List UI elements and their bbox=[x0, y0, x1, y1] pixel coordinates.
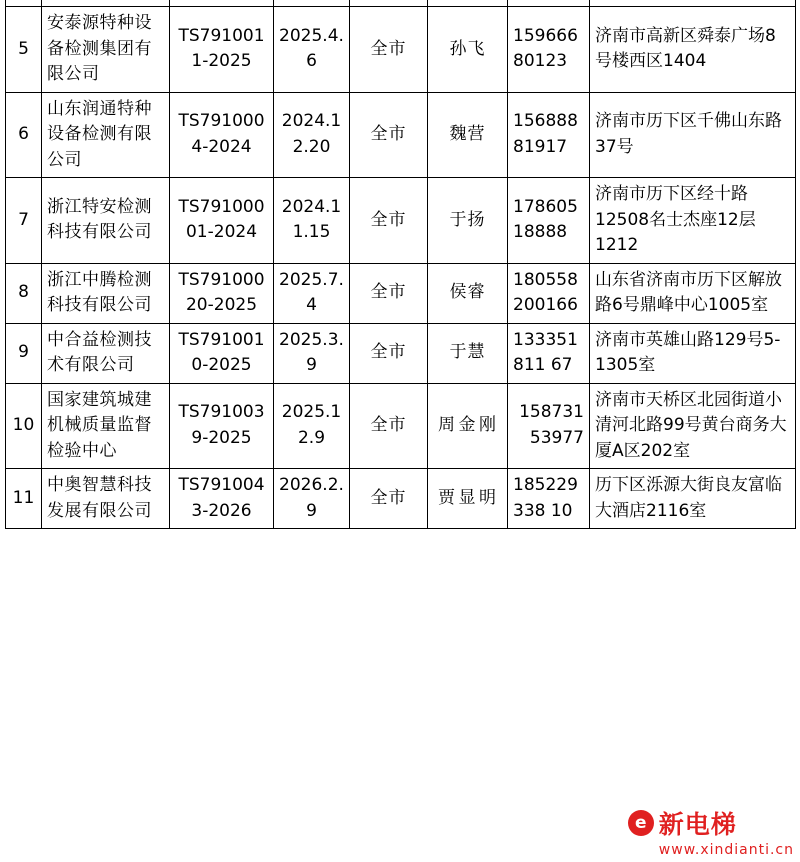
table-row bbox=[6, 383, 796, 469]
cell-index: 7 bbox=[6, 178, 42, 264]
cell-certificate-number: TS7910043-2026 bbox=[170, 469, 274, 529]
cell-issue-date: 2025.12.9 bbox=[274, 383, 350, 469]
table-row bbox=[6, 7, 796, 93]
cell-index: 10 bbox=[6, 383, 42, 469]
cell-address: 济南市英雄山路129号5-1305室 bbox=[590, 323, 796, 383]
cell-phone: 185229338 10 bbox=[508, 469, 590, 529]
cell-certificate-number: TS791000 20-2025 bbox=[170, 263, 274, 323]
cell-area: 全市 bbox=[350, 178, 428, 264]
cell-address: 济南市天桥区北园街道小清河北路99号黄台商务大厦A区202室 bbox=[590, 383, 796, 469]
cell-unit-name: 山东润通特种设备检测有限公司 bbox=[42, 92, 170, 178]
cell-certificate-number: TS7910010-2025 bbox=[170, 323, 274, 383]
watermark-top bbox=[628, 805, 737, 841]
cell-phone: 15966680123 bbox=[508, 7, 590, 93]
cell-area: 全市 bbox=[350, 263, 428, 323]
cell-address: 济南市历下区千佛山东路37号 bbox=[590, 92, 796, 178]
cell-unit-name: 浙江中腾检测科技有限公司 bbox=[42, 263, 170, 323]
cell-contact-person: 周金刚 bbox=[428, 383, 508, 469]
cell-issue-date: 2025.4.6 bbox=[274, 7, 350, 93]
cell-unit-name: 国家建筑城建机械质量监督检验中心 bbox=[42, 383, 170, 469]
cell-contact-person: 孙飞 bbox=[428, 7, 508, 93]
cell-contact-person: 侯睿 bbox=[428, 263, 508, 323]
cell-contact-person: 于慧 bbox=[428, 323, 508, 383]
cell-index: 11 bbox=[6, 469, 42, 529]
cell-area: 全市 bbox=[350, 383, 428, 469]
cell-address: 济南市高新区舜泰广场8号楼西区1404 bbox=[590, 7, 796, 93]
cell-index: 8 bbox=[6, 263, 42, 323]
cell-index: 5 bbox=[6, 7, 42, 93]
cell-index: 9 bbox=[6, 323, 42, 383]
cell-unit-name: 中合益检测技术有限公司 bbox=[42, 323, 170, 383]
cell-address: 济南市历下区经十路12508名士杰座12层1212 bbox=[590, 178, 796, 264]
table-row bbox=[6, 92, 796, 178]
cell-area: 全市 bbox=[350, 92, 428, 178]
table-row bbox=[6, 178, 796, 264]
cell-certificate-number: TS791000 01-2024 bbox=[170, 178, 274, 264]
cell-certificate-number: TS7910004-2024 bbox=[170, 92, 274, 178]
cell-issue-date: 2025.7.4 bbox=[274, 263, 350, 323]
cell-area: 全市 bbox=[350, 469, 428, 529]
cell-contact-person: 魏营 bbox=[428, 92, 508, 178]
cell-unit-name: 中奥智慧科技发展有限公司 bbox=[42, 469, 170, 529]
cell-contact-person: 于扬 bbox=[428, 178, 508, 264]
cell-issue-date: 2024.11.15 bbox=[274, 178, 350, 264]
cell-contact-person: 贾显明 bbox=[428, 469, 508, 529]
cell-phone: 133351811 67 bbox=[508, 323, 590, 383]
cell-phone: 180558200166 bbox=[508, 263, 590, 323]
cell-address: 历下区泺源大街良友富临大酒店2116室 bbox=[590, 469, 796, 529]
watermark-title: 新电梯 bbox=[658, 810, 737, 839]
cell-address: 山东省济南市历下区解放路6号鼎峰中心1005室 bbox=[590, 263, 796, 323]
watermark-logo bbox=[628, 805, 794, 858]
inspection-units-table bbox=[5, 0, 796, 529]
table-row bbox=[6, 469, 796, 529]
cell-unit-name: 安泰源特种设备检测集团有限公司 bbox=[42, 7, 170, 93]
cell-issue-date: 2025.3.9 bbox=[274, 323, 350, 383]
cell-phone: 15873153977 bbox=[508, 383, 590, 469]
cell-issue-date: 2024.12.20 bbox=[274, 92, 350, 178]
table-row bbox=[6, 323, 796, 383]
cell-issue-date: 2026.2.9 bbox=[274, 469, 350, 529]
cell-certificate-number: TS7910039-2025 bbox=[170, 383, 274, 469]
cell-area: 全市 bbox=[350, 7, 428, 93]
cell-phone: 15688881917 bbox=[508, 92, 590, 178]
watermark-url: www.xindianti.cn bbox=[658, 842, 794, 858]
cell-area: 全市 bbox=[350, 323, 428, 383]
cell-certificate-number: TS7910011-2025 bbox=[170, 7, 274, 93]
xindianti-logo-icon: e bbox=[628, 810, 654, 836]
table-row bbox=[6, 263, 796, 323]
cell-index: 6 bbox=[6, 92, 42, 178]
cell-unit-name: 浙江特安检测科技有限公司 bbox=[42, 178, 170, 264]
cell-phone: 17860518888 bbox=[508, 178, 590, 264]
